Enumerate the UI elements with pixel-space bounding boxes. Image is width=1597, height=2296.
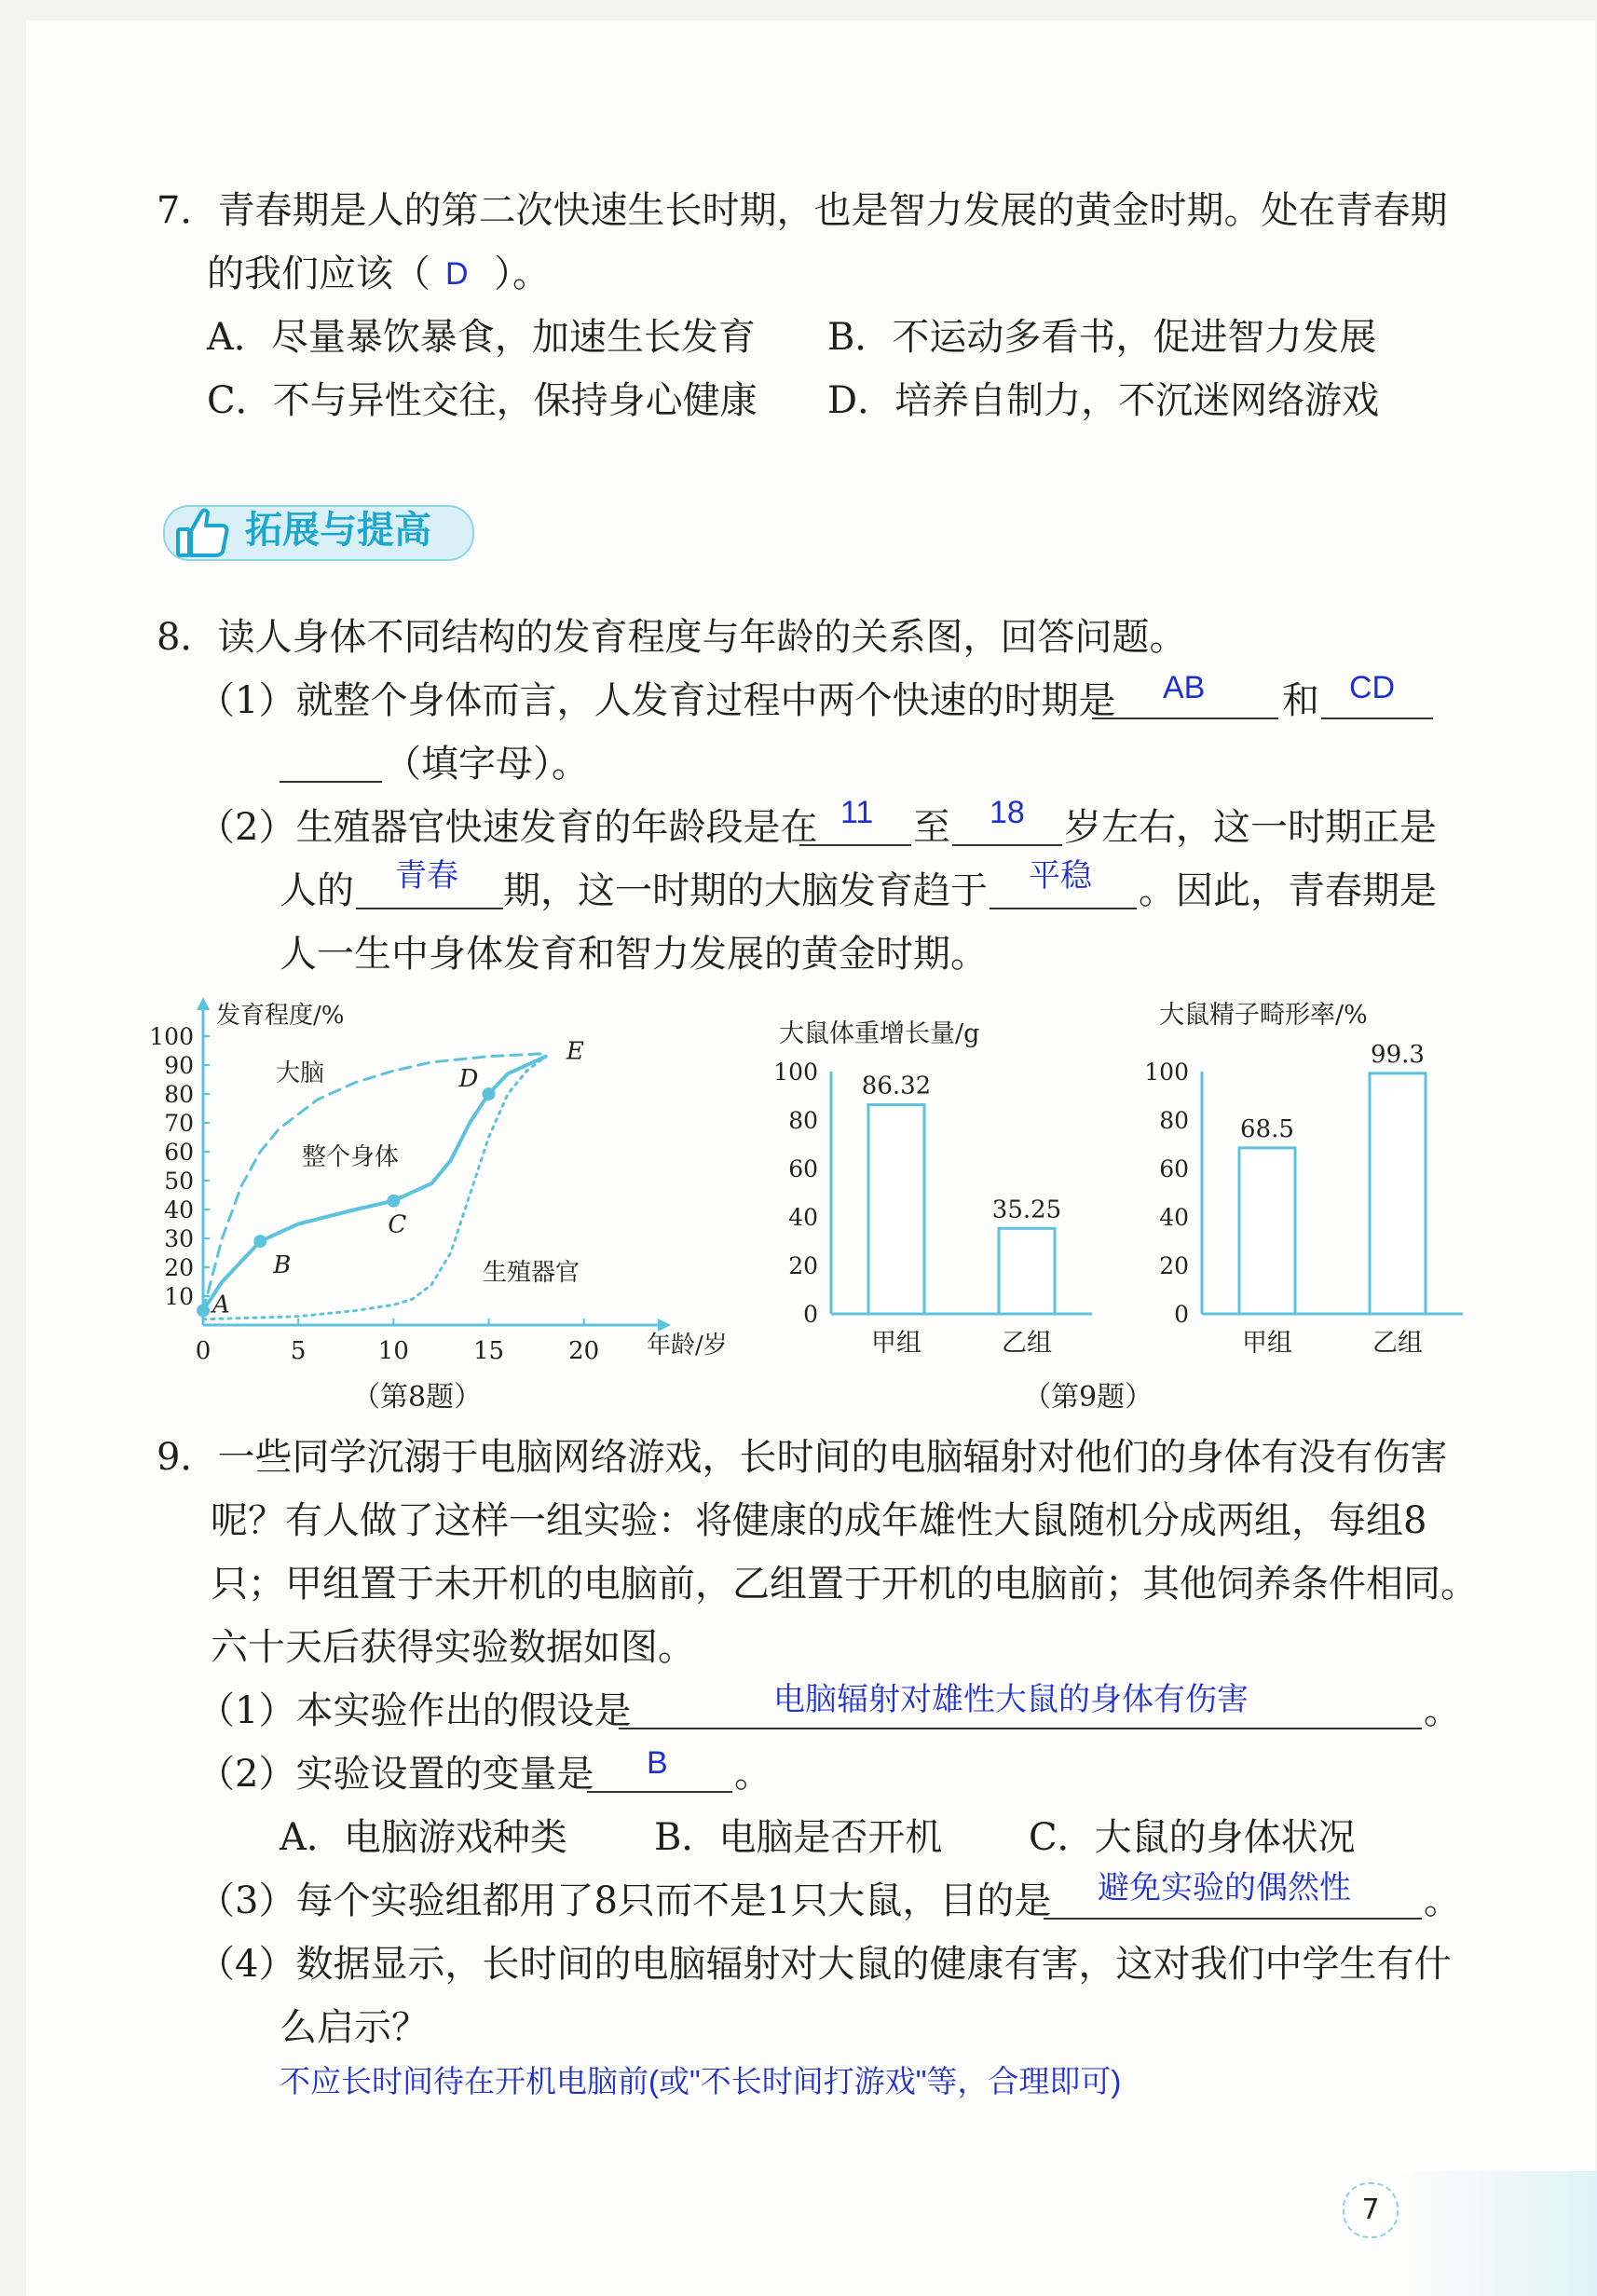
y-tick-label: 80 — [164, 1081, 194, 1108]
q8-blank-2 — [1321, 718, 1433, 719]
thumbs-up-icon — [172, 501, 234, 563]
growth-chart-series-label-body: 整个身体 — [302, 1143, 400, 1171]
point-label: C — [388, 1210, 407, 1239]
y-tick-label: 0 — [803, 1301, 818, 1328]
growth-chart-series-label-reproductive: 生殖器官 — [483, 1259, 580, 1287]
q9-answer-1: 电脑辐射对雄性大鼠的身体有伤害 — [773, 1682, 1249, 1717]
sperm-chart-title: 大鼠精子畸形率/% — [1159, 1001, 1368, 1030]
q7-option-d: D．培养自制力，不沉迷网络游戏 — [827, 379, 1380, 422]
q8-p1-a: （1）就整个身体而言，人发育过程中两个快速的时期是 — [198, 679, 1116, 722]
q9-p4-a: （4）数据显示，长时间的电脑辐射对大鼠的健康有害，这对我们中学生有什 — [198, 1943, 1452, 1986]
q9-p2: （2）实验设置的变量是 — [198, 1753, 594, 1796]
x-tick-label: 15 — [472, 1337, 505, 1365]
y-tick-label: 80 — [788, 1107, 818, 1134]
q8-answer-2: CD — [1349, 670, 1396, 705]
q9-p2-period: 。 — [734, 1753, 771, 1796]
y-tick-label: 40 — [164, 1196, 194, 1223]
q9-blank-1 — [619, 1728, 1422, 1729]
q8-p2-to: 至 — [913, 806, 950, 849]
q9-option-a: A．电脑游戏种类 — [280, 1816, 567, 1859]
point-marker — [197, 1305, 210, 1318]
q8-blank-5 — [356, 908, 503, 909]
q8-answer-5: 青春 — [395, 858, 458, 894]
bar — [1370, 1073, 1426, 1314]
growth-chart-xlabel: 年龄/岁 — [647, 1332, 728, 1360]
q9-option-c: C．大鼠的身体状况 — [1029, 1816, 1356, 1859]
bar — [868, 1105, 924, 1314]
bar-value-label: 68.5 — [1240, 1114, 1294, 1143]
q8-answer-1: AB — [1163, 670, 1206, 705]
y-tick-label: 20 — [1159, 1252, 1189, 1279]
q9-p1: （1）本实验作出的假设是 — [198, 1689, 632, 1732]
q9-answer-2: B — [647, 1745, 668, 1781]
x-category-label: 乙组 — [1002, 1329, 1052, 1358]
section-title: 拓展与提高 — [245, 509, 431, 552]
q8-blank-4 — [952, 844, 1062, 846]
x-axis-arrow — [658, 1319, 671, 1332]
y-axis-arrow — [197, 997, 210, 1010]
q7-line2-end: ）。 — [494, 253, 550, 295]
q9-p3-period: 。 — [1424, 1879, 1461, 1922]
weight-chart-plot — [773, 1059, 1092, 1358]
bar-value-label: 99.3 — [1371, 1040, 1425, 1069]
q8-blank-2b — [280, 781, 382, 783]
q9-caption: （第9题） — [1023, 1381, 1153, 1414]
q8-p1-b: （填字母）。 — [384, 743, 589, 786]
q8-caption: （第8题） — [352, 1381, 483, 1414]
q9-p1-period: 。 — [1424, 1689, 1461, 1732]
q8-p2-a: （2）生殖器官快速发育的年龄段是在 — [198, 806, 818, 849]
q8-p2-c: 人的 — [280, 869, 354, 912]
sperm-chart — [1139, 997, 1474, 1370]
bar — [1239, 1148, 1295, 1314]
y-tick-label: 20 — [788, 1252, 818, 1279]
point-label: E — [566, 1037, 584, 1066]
y-tick-label: 100 — [149, 1023, 194, 1050]
q8-and: 和 — [1282, 679, 1319, 722]
q8-answer-3: 11 — [840, 795, 874, 830]
x-category-label: 甲组 — [1242, 1329, 1292, 1358]
q8-p2-b: 岁左右，这一时期正是 — [1064, 806, 1437, 849]
sperm-chart-plot — [1144, 1041, 1463, 1358]
growth-chart-series-label-brain: 大脑 — [276, 1059, 325, 1087]
y-tick-label: 60 — [1159, 1155, 1189, 1182]
point-label: B — [273, 1251, 292, 1280]
y-tick-label: 30 — [164, 1225, 194, 1252]
q9-p4-b: 么启示？ — [280, 2006, 429, 2049]
y-tick-label: 60 — [164, 1139, 194, 1166]
bar — [999, 1228, 1055, 1314]
q8-p2-f: 人一生中身体发育和智力发展的黄金时期。 — [280, 933, 988, 976]
q8-p2-d: 期，这一时期的大脑发育趋于 — [503, 869, 988, 912]
page-number: 7 — [1343, 2182, 1399, 2238]
q9-line3: 只；甲组置于未开机的电脑前，乙组置于开机的电脑前；其他饲养条件相同。 — [211, 1563, 1478, 1606]
q8-p2-e: 。因此，青春期是 — [1139, 869, 1437, 912]
q9-line2: 呢？有人做了这样一组实验：将健康的成年雄性大鼠随机分成两组，每组8 — [211, 1499, 1427, 1542]
y-tick-label: 70 — [164, 1110, 194, 1137]
q7-option-c: C．不与异性交往，保持身心健康 — [207, 379, 758, 422]
q8-blank-3 — [799, 844, 911, 846]
q7-option-b: B．不运动多看书，促进智力发展 — [827, 316, 1377, 359]
q8-blank-6 — [990, 908, 1137, 909]
q7-line1: 7．青春期是人的第二次快速生长时期，也是智力发展的黄金时期。处在青春期 — [157, 189, 1448, 232]
q9-answer-3: 避免实验的偶然性 — [1098, 1870, 1351, 1906]
q8-answer-4: 18 — [990, 795, 1025, 830]
growth-chart — [140, 988, 728, 1370]
point-marker — [483, 1087, 496, 1100]
y-tick-label: 40 — [1159, 1204, 1189, 1231]
x-tick-label: 20 — [568, 1337, 600, 1365]
q9-p3: （3）每个实验组都用了8只而不是1只大鼠，目的是 — [198, 1879, 1052, 1922]
weight-chart-title: 大鼠体重增长量/g — [779, 1019, 980, 1048]
q9-line1: 9．一些同学沉溺于电脑网络游戏，长时间的电脑辐射对他们的身体有没有伤害 — [157, 1436, 1448, 1479]
y-tick-label: 50 — [164, 1168, 194, 1195]
point-label: A — [212, 1291, 230, 1319]
point-label: D — [458, 1065, 479, 1093]
weight-chart — [773, 1016, 1109, 1370]
x-tick-label: 10 — [377, 1337, 409, 1365]
y-tick-label: 0 — [1174, 1301, 1189, 1328]
y-tick-label: 100 — [773, 1059, 818, 1086]
x-category-label: 乙组 — [1372, 1329, 1423, 1358]
q9-blank-3 — [1044, 1918, 1422, 1920]
y-tick-label: 60 — [788, 1155, 818, 1182]
q7-option-a: A．尽量暴饮暴食，加速生长发育 — [207, 316, 756, 359]
x-tick-label: 0 — [195, 1337, 212, 1365]
x-tick-label: 5 — [290, 1337, 307, 1365]
point-marker — [387, 1195, 400, 1208]
x-category-label: 甲组 — [871, 1329, 921, 1358]
point-marker — [253, 1235, 266, 1248]
y-tick-label: 10 — [164, 1283, 194, 1310]
q8-blank-1 — [1092, 718, 1278, 719]
q9-line4: 六十天后获得实验数据如图。 — [211, 1626, 695, 1669]
q9-blank-2 — [587, 1791, 732, 1793]
section-badge — [154, 492, 489, 567]
y-tick-label: 100 — [1144, 1059, 1189, 1086]
y-tick-label: 20 — [164, 1254, 194, 1281]
corner-decoration — [1398, 2171, 1597, 2296]
q7-answer: D — [445, 256, 469, 292]
y-tick-label: 40 — [788, 1204, 818, 1231]
q8-answer-6: 平稳 — [1029, 858, 1092, 894]
y-tick-label: 80 — [1159, 1107, 1189, 1134]
q9-option-b: B．电脑是否开机 — [654, 1816, 943, 1859]
bar-value-label: 86.32 — [861, 1072, 932, 1100]
growth-chart-ylabel: 发育程度/% — [216, 1002, 345, 1030]
bar-value-label: 35.25 — [991, 1196, 1062, 1224]
q9-answer-4: 不应长时间待在开机电脑前(或"不长时间打游戏"等，合理即可) — [280, 2064, 1122, 2098]
q7-line2: 的我们应该（ — [207, 253, 430, 295]
q8-stem: 8．读人身体不同结构的发育程度与年龄的关系图，回答问题。 — [157, 616, 1187, 659]
y-tick-label: 90 — [164, 1052, 194, 1079]
